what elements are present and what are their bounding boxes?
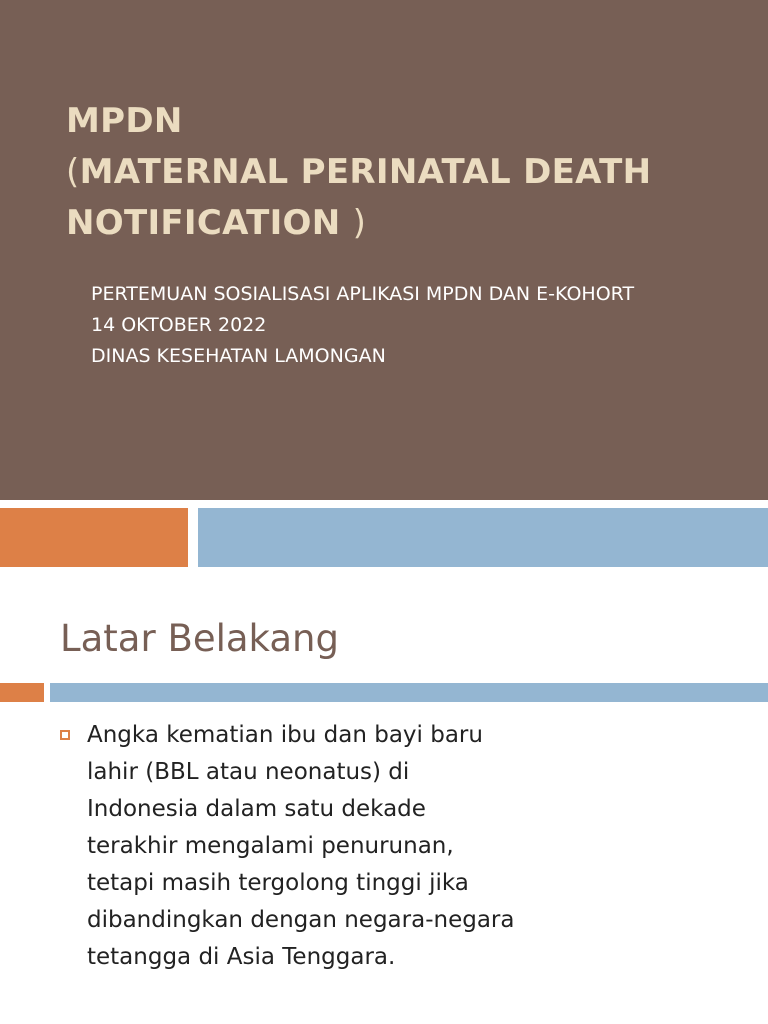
subtitle-organizer: DINAS KESEHATAN LAMONGAN — [91, 345, 386, 367]
title-line-3 — [66, 198, 746, 249]
accent-bar-blue — [198, 508, 768, 567]
title-open-paren: ( — [66, 152, 80, 192]
title-line-3-text: NOTIFICATION — [66, 203, 353, 243]
title-line-acronym: MPDN — [66, 101, 183, 141]
subtitle-event: PERTEMUAN SOSIALISASI APLIKASI MPDN DAN E-KOHORT — [91, 283, 635, 305]
title-slide — [0, 0, 768, 500]
bullet-text — [87, 717, 660, 976]
title-close-paren: ) — [352, 203, 367, 243]
slide-subtitle — [91, 279, 761, 372]
bullet-line: tetapi masih tergolong tinggi jika — [87, 870, 469, 896]
bullet-line: tetangga di Asia Tenggara. — [87, 944, 396, 970]
bullet-list — [60, 717, 660, 976]
accent-bar-orange — [0, 508, 188, 567]
bullet-line: terakhir mengalami penurunan, — [87, 833, 454, 859]
square-bullet-icon — [60, 730, 70, 740]
title-line-expansion — [66, 147, 746, 198]
bullet-item — [60, 717, 660, 976]
slide-main-title — [66, 96, 746, 249]
title-line-2-text: MATERNAL PERINATAL DEATH — [79, 152, 652, 192]
content-slide-title: Latar Belakang — [60, 617, 339, 660]
bullet-line: Indonesia dalam satu dekade — [87, 796, 426, 822]
title-underline-blue — [50, 683, 768, 702]
subtitle-date: 14 OKTOBER 2022 — [91, 314, 267, 336]
bullet-line: dibandingkan dengan negara-negara — [87, 907, 515, 933]
title-underline-orange — [0, 683, 44, 702]
bullet-line: lahir (BBL atau neonatus) di — [87, 759, 410, 785]
bullet-line: Angka kematian ibu dan bayi baru — [87, 722, 483, 748]
